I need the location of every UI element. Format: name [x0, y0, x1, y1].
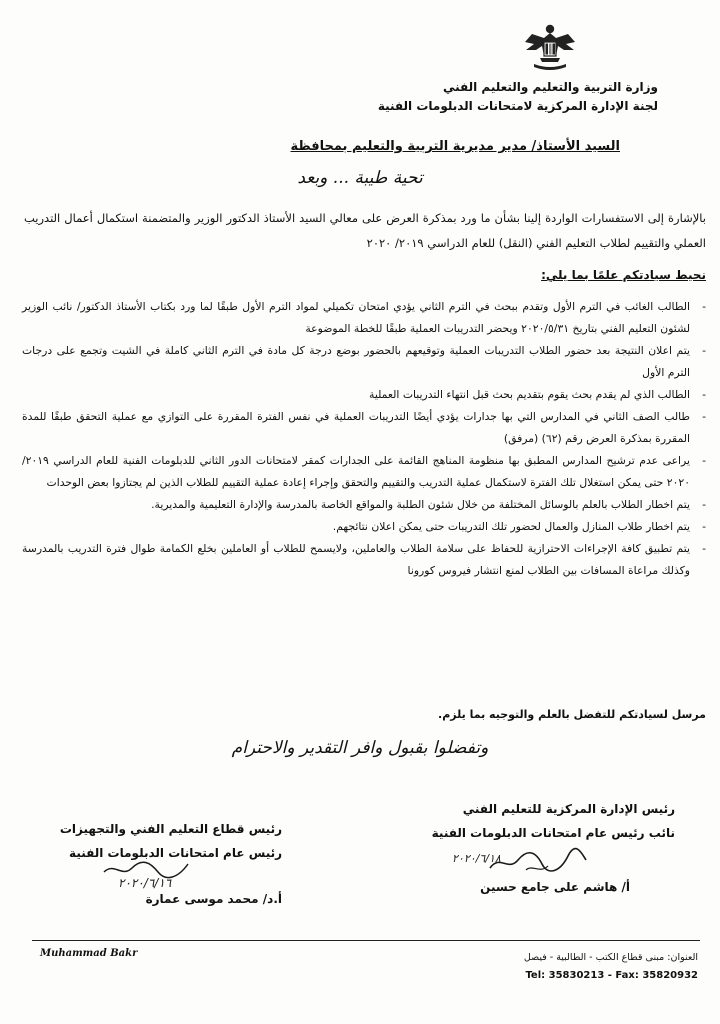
closing-salutation: وتفضلوا بقبول وافر التقدير والاحترام — [231, 738, 489, 758]
addressee: السيد الأستاذ/ مدير مديرية التربية والتعليم بمحافظة — [290, 139, 620, 154]
signatory-right-name: أ/ هاشم على جامع حسين — [480, 880, 630, 894]
list-item: - الطالب الغائب في الترم الأول وتقدم ببحث في الترم الثاني يؤدي امتحان تكميلي لمواد الترم الأول طبقًا لما ورد بكتاب الأستاذ الدكتور/ نائب الوزير لشئون التعليم الفني بتاريخ ٢٠٢٠/٥/٣١ ويحضر التدريبات العملية طبقًا للخطة الموضوعة — [22, 300, 706, 335]
signature-right-icon — [486, 846, 590, 876]
footer-contact: Tel: 35830213 - Fax: 35820932 — [525, 970, 698, 981]
handwritten-date-right: ٢٠٢٠/٦/١٨ — [452, 852, 501, 865]
list-item: - يتم اخطار طلاب المنازل والعمال لحضور تلك التدريبات حتى يمكن اعلان نتائجهم. — [332, 520, 706, 533]
egypt-eagle-emblem-icon — [522, 22, 578, 74]
signatory-right-title1: رئيس الإدارة المركزية للتعليم الفني — [462, 802, 675, 816]
greeting: تحية طيبة ... وبعد — [297, 168, 423, 188]
list-item: - طالب الصف الثاني في المدارس التي بها جدارات يؤدي أيضًا التدريبات العملية في نفس الفترة المقررة على التوازي مع عملية التحقق طبقًا للمدة المقررة بمذكرة العرض رقم (٦٢) (مرفق) — [22, 410, 706, 445]
notify-heading: نحيط سيادتكم علمًا بما يلي: — [541, 268, 706, 282]
handwritten-date-left: ٢٠٢٠/٦/١٦ — [118, 876, 172, 890]
instructions-list — [22, 296, 706, 582]
signatory-left-name: أ.د/ محمد موسى عمارة — [145, 892, 282, 906]
list-item: - يتم اخطار الطلاب بالعلم بالوسائل المختلفة من خلال شئون الطلبة والمواقع الخاصة بالمدرسة والإدارة التعليمية والمديرية. — [151, 498, 706, 511]
signatory-right-titles — [432, 797, 675, 845]
ministry-name: وزارة التربية والتعليم والتعليم الفني — [442, 80, 658, 94]
signatory-left-title1: رئيس قطاع التعليم الفني والتجهيزات — [59, 822, 282, 836]
watermark-signature: Muhammad Bakr — [40, 948, 138, 959]
signatory-right-title2: نائب رئيس عام امتحانات الدبلومات الفنية — [431, 826, 675, 840]
send-note: مرسل لسيادتكم للتفضل بالعلم والتوجيه بما يلزم. — [438, 708, 706, 721]
intro-paragraph: بالإشارة إلى الاستفسارات الواردة إلينا بشأن ما ورد بمذكرة العرض على معالي السيد الأستاذ الدكتور الوزير والمتضمنة استكمال أعمال التدريب العملي والتقييم لطلاب التعليم الفني (النقل) للعام الدراسي ٢٠١٩/ ٢٠٢٠ — [24, 211, 706, 250]
list-item: - يتم تطبيق كافة الإجراءات الاحترازية للحفاظ على سلامة الطلاب والعاملين، ولايسمح للطلاب أو العاملين بخلع الكمامة طوال فترة التدريب بالمدرسة وكذلك مراعاة المسافات بين الطلاب لمنع انتشار فيروس كورونا — [22, 542, 706, 577]
list-item: - يراعى عدم ترشيح المدارس المطبق بها منظومة المناهج القائمة على الجدارات كمقر لامتحانات الدور الثاني للدبلومات الفنية للعام الدراسي ٢٠١٩/ ٢٠٢٠ حتى يمكن استغلال تلك الفترة لاستكمال عملية التدريب والتقييم والتحقق وإجراء إعادة عملية التقييم للطلاب الذين لم يجتازوا بعض الوحدات — [22, 454, 706, 489]
list-item: - الطالب الذي لم يقدم بحث يقوم بتقديم بحث قبل انتهاء التدريبات العملية — [369, 388, 706, 401]
footer-address: العنوان: مبنى قطاع الكتب - الطالبية - فيصل — [523, 952, 698, 963]
committee-name: لجنة الإدارة المركزية لامتحانات الدبلومات الفنية — [377, 99, 658, 113]
signatory-left-title2: رئيس عام امتحانات الدبلومات الفنية — [69, 846, 282, 860]
list-item: - يتم اعلان النتيجة بعد حضور الطلاب التدريبات العملية وتوقيعهم بالحضور بوضع درجة كل مادة في الترم الثاني كاملة في الشيت وتجمع على درجات الترم الأول — [22, 344, 706, 379]
footer-divider — [32, 940, 700, 941]
